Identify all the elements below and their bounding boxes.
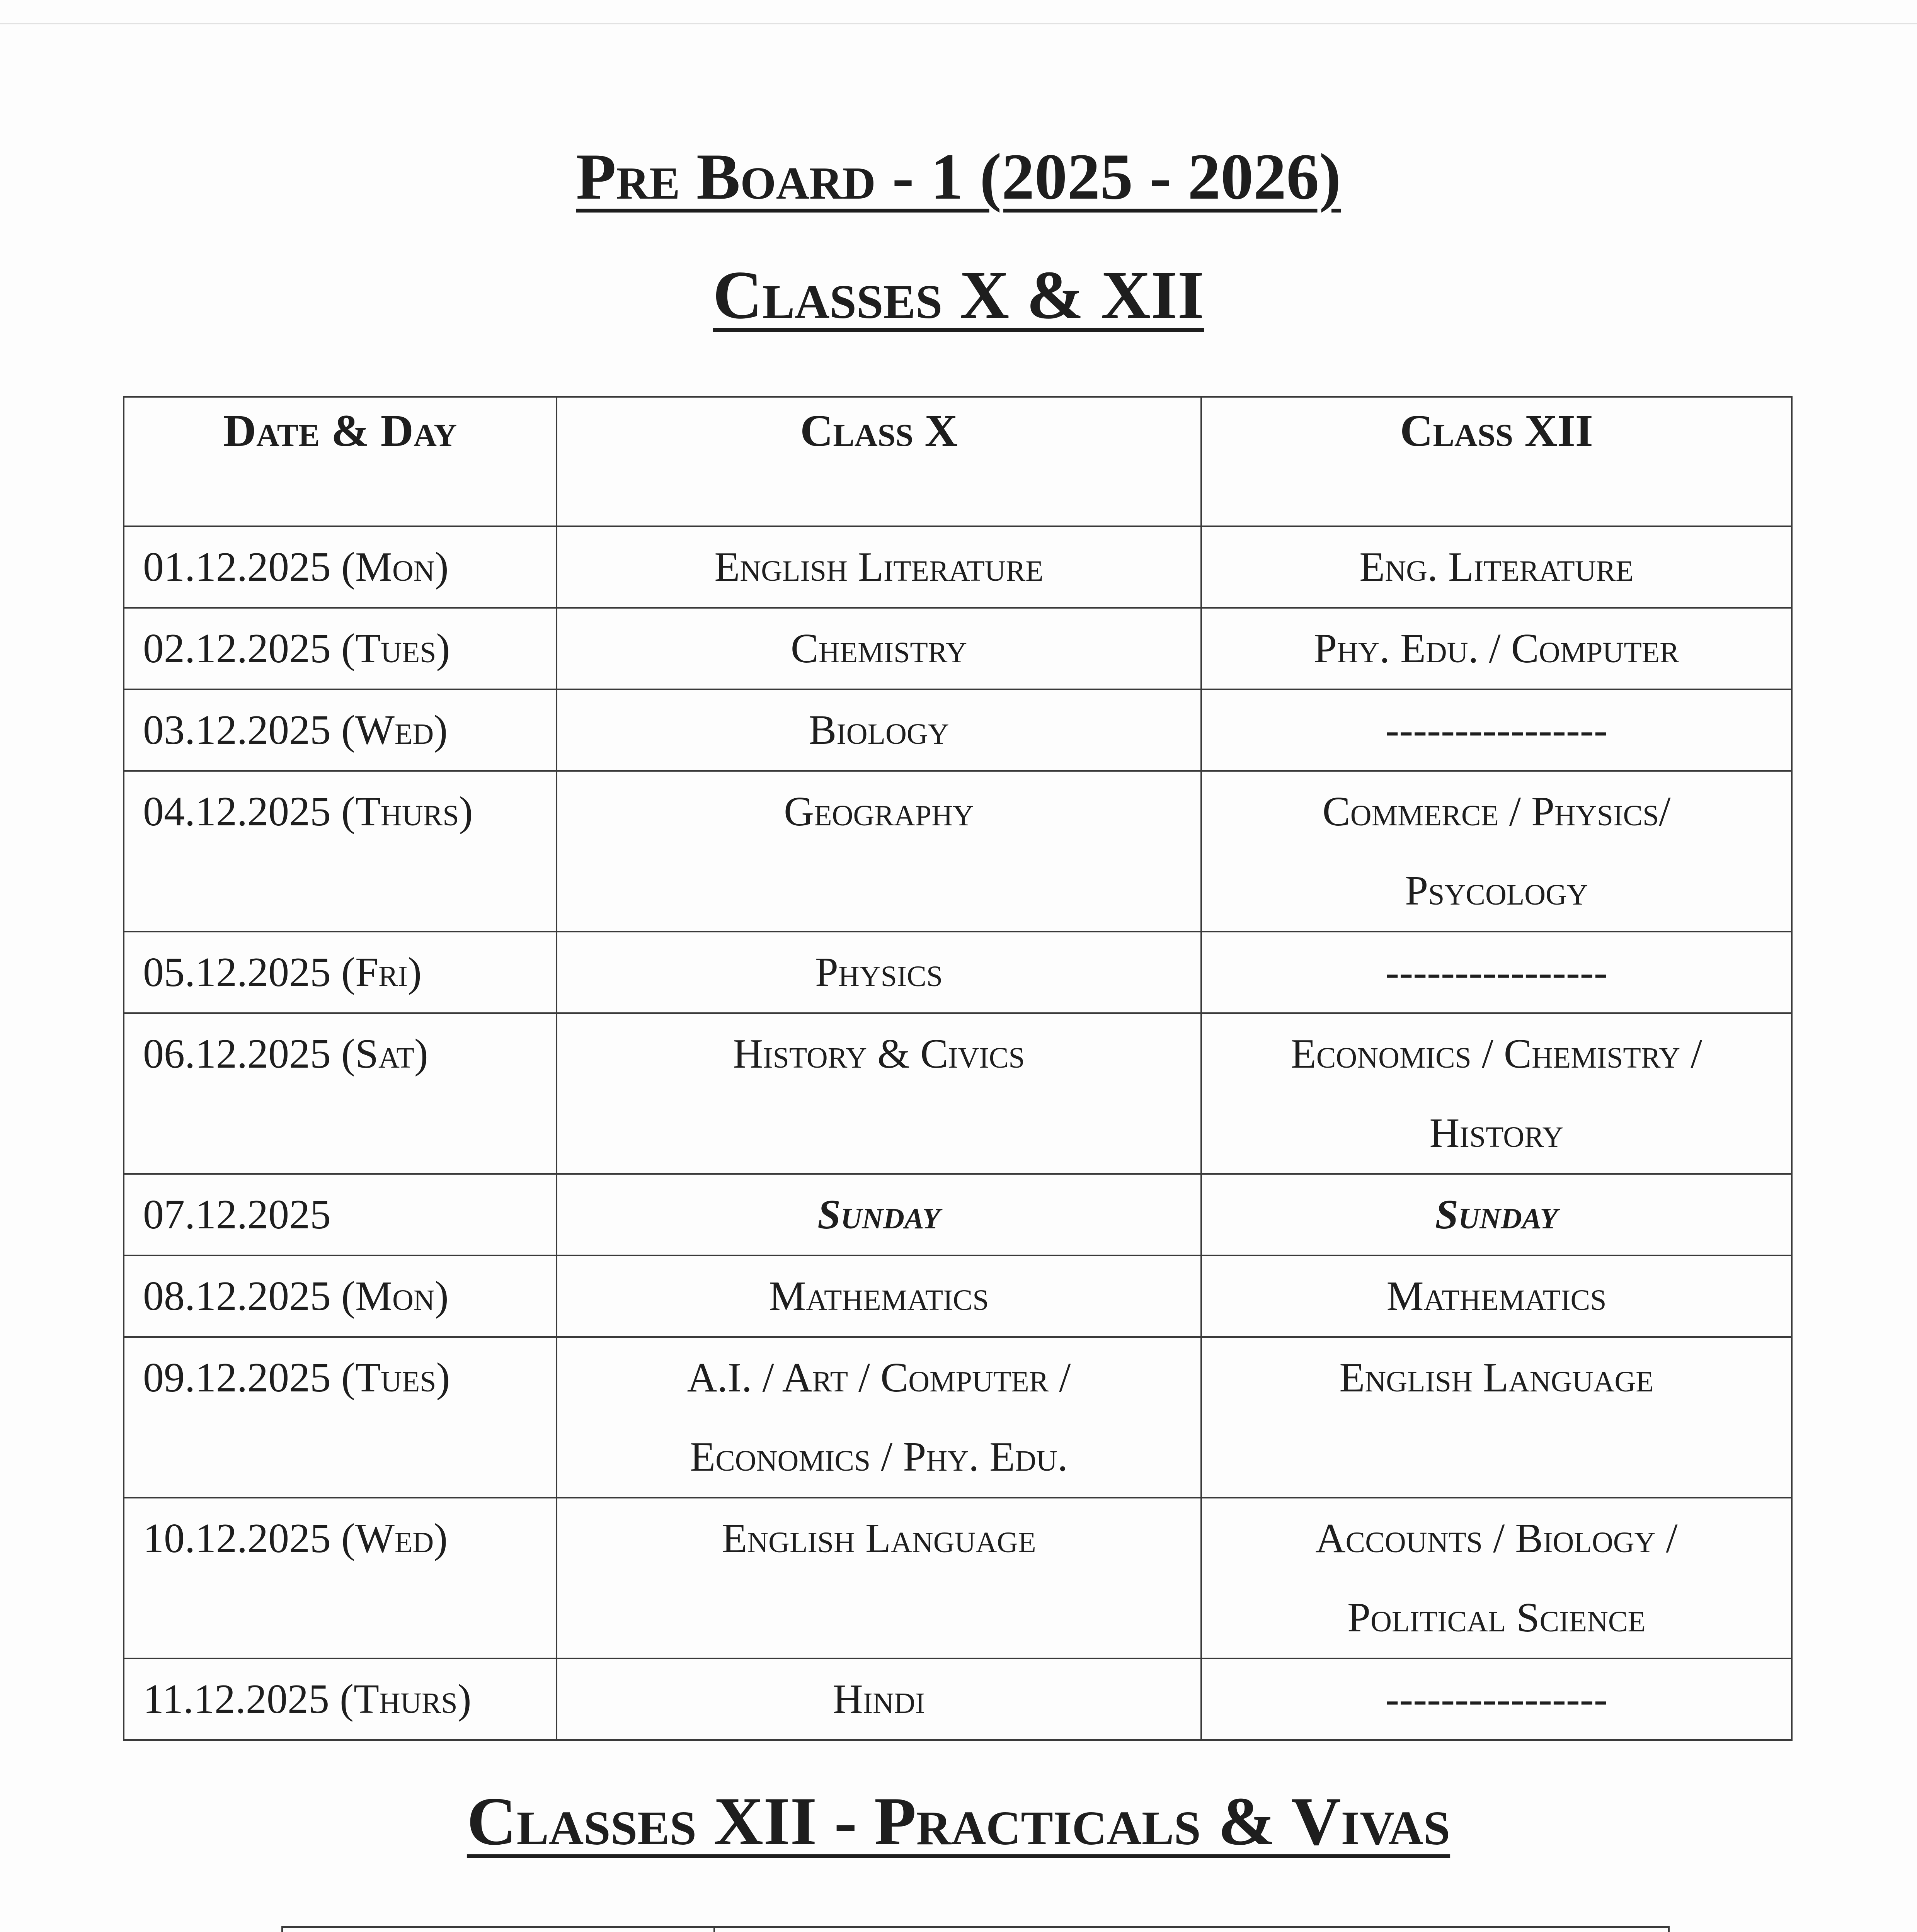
practicals-heading: Classes XII - Practicals & Vivas — [466, 1783, 1451, 1859]
table-row — [124, 1255, 1792, 1337]
row-class-xii — [1201, 689, 1792, 771]
row-class-xii — [1201, 1498, 1792, 1658]
row-class-x — [557, 1174, 1201, 1255]
table-row — [124, 1658, 1792, 1740]
row-class-x — [557, 689, 1201, 771]
row-class-xii — [1201, 526, 1792, 608]
subject-line: A.I. / Art / Computer / — [687, 1355, 1071, 1401]
row-class-x — [557, 1013, 1201, 1174]
practicals-header-date — [282, 1927, 714, 1932]
subject-line: Psycology — [1405, 868, 1588, 914]
subject-line: Political Science — [1347, 1595, 1646, 1641]
row-class-xii — [1201, 608, 1792, 689]
subject-line: Eng. Literature — [1359, 544, 1634, 590]
row-date: 02.12.2025 (Tues) — [124, 608, 557, 689]
subject-line: Sunday — [1435, 1192, 1558, 1238]
exam-schedule-table — [123, 396, 1793, 1741]
row-class-xii — [1201, 1255, 1792, 1337]
practicals-header-row — [282, 1927, 1669, 1932]
table-row — [124, 526, 1792, 608]
table-row — [124, 1013, 1792, 1174]
table-row — [124, 608, 1792, 689]
subject-line: Physics — [815, 949, 943, 995]
subject-line: Hindi — [833, 1676, 925, 1722]
row-date: 08.12.2025 (Mon) — [124, 1255, 557, 1337]
subject-line: ---------------- — [1385, 707, 1608, 753]
table-row — [124, 1174, 1792, 1255]
table-row — [124, 1498, 1792, 1658]
subject-line: Chemistry — [790, 626, 967, 672]
subject-line: Accounts / Biology / — [1315, 1515, 1678, 1561]
subject-line: Sunday — [817, 1192, 940, 1238]
header-class-x: Class X — [557, 397, 1201, 526]
subject-line: History — [1429, 1110, 1564, 1156]
subject-line: Geography — [784, 789, 974, 835]
subject-line: History & Civics — [733, 1031, 1025, 1077]
row-class-xii — [1201, 771, 1792, 932]
row-date: 09.12.2025 (Tues) — [124, 1337, 557, 1498]
page-top-edge — [0, 23, 1917, 24]
subject-line: Economics / Chemistry / — [1290, 1031, 1702, 1077]
row-date: 01.12.2025 (Mon) — [124, 526, 557, 608]
row-class-x — [557, 1498, 1201, 1658]
row-class-x — [557, 608, 1201, 689]
practicals-header-class-xii — [714, 1927, 1669, 1932]
row-class-x — [557, 932, 1201, 1013]
exam-schedule-body — [124, 526, 1792, 1740]
page-title: Pre Board - 1 (2025 - 2026) — [576, 140, 1341, 213]
table-header-row — [124, 397, 1792, 526]
subject-line: Phy. Edu. / Computer — [1314, 626, 1679, 672]
row-class-xii — [1201, 1013, 1792, 1174]
row-date: 10.12.2025 (Wed) — [124, 1498, 557, 1658]
row-class-x — [557, 771, 1201, 932]
row-class-xii — [1201, 1337, 1792, 1498]
row-class-xii — [1201, 932, 1792, 1013]
header-class-xii: Class XII — [1201, 397, 1792, 526]
subject-line: ---------------- — [1385, 1676, 1608, 1722]
subject-line: Mathematics — [769, 1273, 989, 1319]
row-class-xii — [1201, 1658, 1792, 1740]
page-subtitle: Classes X & XII — [713, 257, 1204, 333]
row-date: 05.12.2025 (Fri) — [124, 932, 557, 1013]
row-class-x — [557, 526, 1201, 608]
practicals-table — [281, 1926, 1670, 1932]
subject-line: English Literature — [714, 544, 1044, 590]
subject-line: Economics / Phy. Edu. — [690, 1434, 1068, 1480]
subject-line: Commerce / Physics/ — [1322, 789, 1671, 835]
table-row — [124, 771, 1792, 932]
row-date: 06.12.2025 (Sat) — [124, 1013, 557, 1174]
header-date-day: Date & Day — [124, 397, 557, 526]
row-class-x — [557, 1255, 1201, 1337]
table-row — [124, 932, 1792, 1013]
row-class-x — [557, 1337, 1201, 1498]
row-class-xii — [1201, 1174, 1792, 1255]
row-date: 07.12.2025 — [124, 1174, 557, 1255]
subject-line: ---------------- — [1385, 949, 1608, 995]
subject-line: Biology — [809, 707, 949, 753]
row-date: 03.12.2025 (Wed) — [124, 689, 557, 771]
subject-line: English Language — [722, 1515, 1036, 1561]
table-row — [124, 1337, 1792, 1498]
row-class-x — [557, 1658, 1201, 1740]
table-row — [124, 689, 1792, 771]
subject-line: Mathematics — [1386, 1273, 1607, 1319]
row-date: 04.12.2025 (Thurs) — [124, 771, 557, 932]
subject-line: English Language — [1339, 1355, 1654, 1401]
row-date: 11.12.2025 (Thurs) — [124, 1658, 557, 1740]
